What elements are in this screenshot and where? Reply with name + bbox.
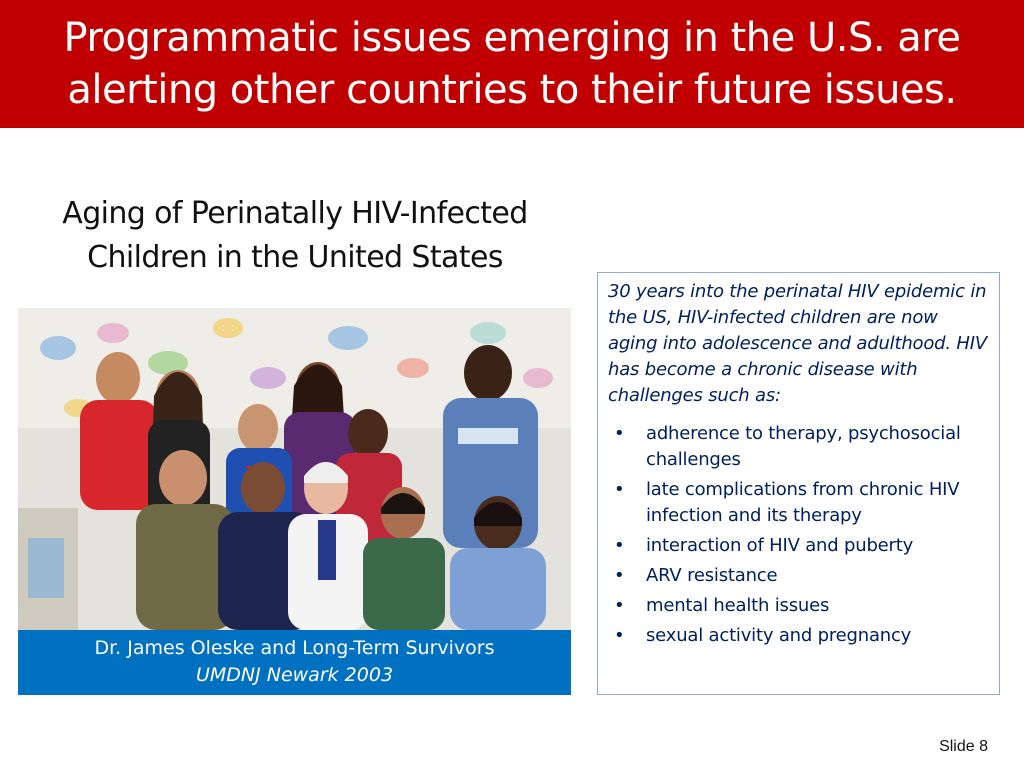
bullet-icon: • <box>614 423 625 444</box>
info-intro: 30 years into the perinatal HIV epidemic in the US, HIV-infected children are now aging into adolescence and adulthood. HIV has become a chronic disease with challenges such as: <box>608 281 987 406</box>
list-item-text: sexual activity and pregnancy <box>646 625 912 646</box>
list-item-text: interaction of HIV and puberty <box>646 535 914 556</box>
list-item <box>608 563 989 589</box>
photo-caption <box>18 630 571 695</box>
slide-title-line-2: alerting other countries to their future issues. <box>67 67 957 113</box>
list-item <box>608 421 989 473</box>
section-heading-line-2: Children in the United States <box>87 240 503 275</box>
section-heading-line-1: Aging of Perinatally HIV-Infected <box>62 196 528 231</box>
group-photo-illustration <box>18 308 571 630</box>
list-item-text: late complications from chronic HIV infection and its therapy <box>646 479 960 526</box>
photo-caption-institution: UMDNJ Newark 2003 <box>195 664 394 686</box>
info-box <box>597 272 1000 695</box>
slide-title <box>64 12 961 116</box>
list-item <box>608 623 989 649</box>
list-item-text: ARV resistance <box>646 565 778 586</box>
list-item <box>608 593 989 619</box>
challenge-list <box>608 421 989 649</box>
bullet-icon: • <box>614 565 625 586</box>
group-photo <box>18 308 571 630</box>
slide-number: Slide 8 <box>939 738 988 755</box>
bullet-icon: • <box>614 595 625 616</box>
list-item-text: mental health issues <box>646 595 830 616</box>
bullet-icon: • <box>614 625 625 646</box>
list-item <box>608 477 989 529</box>
bullet-icon: • <box>614 535 625 556</box>
bullet-icon: • <box>614 479 625 500</box>
section-heading <box>20 192 570 280</box>
photo-caption-title: Dr. James Oleske and Long-Term Survivors <box>94 637 495 659</box>
list-item-text: adherence to therapy, psychosocial challenges <box>646 423 961 470</box>
slide-title-line-1: Programmatic issues emerging in the U.S. are <box>63 15 961 61</box>
title-bar <box>0 0 1024 128</box>
list-item <box>608 533 989 559</box>
